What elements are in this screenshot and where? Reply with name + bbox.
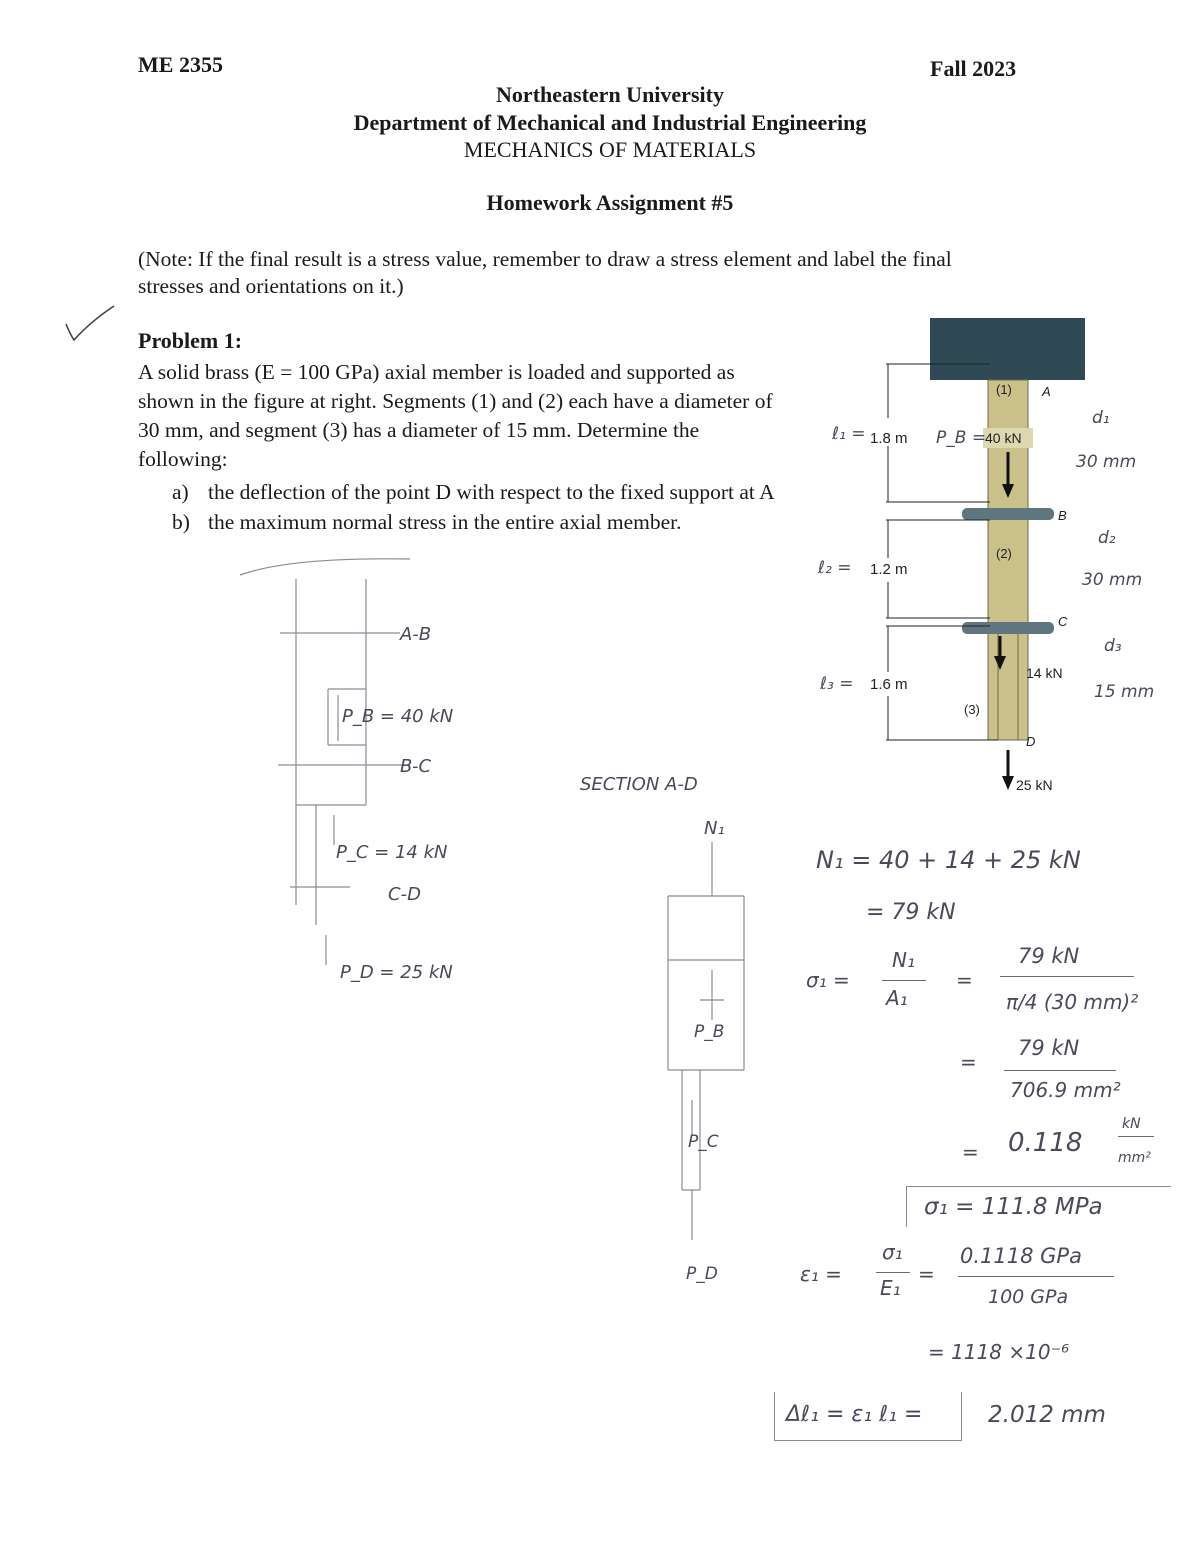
hw-eq-1: = [956, 968, 973, 992]
collar-c [962, 622, 1054, 634]
item-a-label: a) [172, 480, 189, 504]
hw-pb-label: P_B = [936, 428, 987, 448]
load-b-label: 40 kN [985, 430, 1022, 446]
course-code: ME 2355 [138, 52, 223, 77]
hw-d1: d₁ [1092, 408, 1110, 428]
note-line-1: (Note: If the final result is a stress value, remember to draw a stress element and label the final [138, 247, 952, 271]
segment-2-label: (2) [996, 546, 1012, 561]
hw-n1-equation: N₁ = 40 + 14 + 25 kN [816, 846, 1081, 874]
assignment-title: Homework Assignment #5 [486, 190, 734, 215]
problem-line-4: following: [138, 447, 228, 471]
hw-num-2: 79 kN [1018, 1036, 1080, 1060]
load-c-label: 14 kN [1026, 665, 1063, 681]
department-name: Department of Mechanical and Industrial Engineering [353, 110, 867, 135]
axial-member-figure [800, 310, 1200, 810]
load-d-label: 25 kN [1016, 777, 1053, 793]
hw-unit-3-den: mm² [1118, 1150, 1151, 1166]
course-subject: MECHANICS OF MATERIALS [463, 137, 757, 162]
hw-eps-lhs: ε₁ = [800, 1262, 842, 1286]
hw-fbd-pb: P_B [694, 1022, 725, 1042]
hw-sigma-frac-num: N₁ [892, 948, 915, 972]
problem-title: Problem 1: [138, 328, 243, 353]
length-3-label: 1.6 m [870, 676, 908, 693]
hw-value-3: 0.118 [1008, 1128, 1083, 1158]
hw-fbd-pd: P_D [686, 1264, 718, 1284]
segment-1-label: (1) [996, 382, 1012, 397]
hw-segment-sketch [230, 545, 510, 1005]
item-b-label: b) [172, 510, 190, 534]
hw-section-label: SECTION A-D [580, 774, 698, 795]
hw-den-1: π/4 (30 mm)² [1006, 990, 1139, 1014]
hw-delta-value: 2.012 mm [988, 1402, 1106, 1428]
hw-segment-cd: C-D [388, 884, 421, 905]
length-2-label: 1.2 m [870, 561, 908, 578]
note-line-2: stresses and orientations on it.) [138, 274, 404, 298]
hw-d1-value: 30 mm [1076, 452, 1137, 472]
item-a-text: the deflection of the point D with respect to the fixed support at A [208, 480, 775, 504]
segment-3-label: (3) [964, 702, 980, 717]
hw-eq-4: = [918, 1262, 935, 1286]
term: Fall 2023 [930, 56, 1017, 81]
hw-d2-value: 30 mm [1082, 570, 1143, 590]
point-c-label: C [1058, 614, 1068, 629]
hw-sigma-boxed: σ₁ = 111.8 MPa [924, 1194, 1103, 1220]
hw-segment-ab: A-B [400, 624, 432, 645]
hw-delta-lhs: Δℓ₁ = ε₁ ℓ₁ = [786, 1402, 923, 1427]
hw-eps-frac-num: σ₁ [882, 1240, 903, 1264]
hw-fbd-pc: P_C [688, 1132, 719, 1152]
point-a-label: A [1042, 384, 1051, 399]
check-mark-icon [60, 300, 120, 350]
problem-line-3: 30 mm, and segment (3) has a diameter of 15 mm. Determine the [138, 418, 700, 442]
hw-d3: d₃ [1104, 636, 1122, 656]
university-name: Northeastern University [496, 82, 724, 107]
hw-sigma-lhs: σ₁ = [806, 968, 850, 992]
point-d-label: D [1026, 734, 1036, 749]
hw-n1-result: = 79 kN [866, 900, 956, 925]
hw-sigma-frac-den: A₁ [886, 986, 908, 1010]
hw-d3-value: 15 mm [1094, 682, 1155, 702]
hw-eps-num: 0.1118 GPa [960, 1244, 1082, 1268]
fixed-support [930, 318, 1085, 380]
hw-l2: ℓ₂ = [818, 558, 852, 578]
hw-eq-2: = [960, 1050, 977, 1074]
hw-segment-bc: B-C [400, 756, 432, 777]
problem-line-1: A solid brass (E = 100 GPa) axial member is loaded and supported as [138, 360, 735, 384]
hw-eps-result: = 1118 ×10⁻⁶ [928, 1340, 1070, 1364]
hw-n1-arrow-label: N₁ [704, 818, 725, 839]
hw-den-2: 706.9 mm² [1010, 1078, 1121, 1102]
item-b-text: the maximum normal stress in the entire axial member. [208, 510, 682, 534]
hw-pc-value: P_C = 14 kN [336, 842, 448, 863]
hw-d2: d₂ [1098, 528, 1116, 548]
problem-line-2: shown in the figure at right. Segments (1) and (2) each have a diameter of [138, 389, 773, 413]
collar-b [962, 508, 1054, 520]
length-1-label: 1.8 m [870, 430, 908, 447]
hw-pd-value: P_D = 25 kN [340, 962, 453, 983]
hw-eps-den: 100 GPa [988, 1286, 1069, 1308]
hw-num-1: 79 kN [1018, 944, 1080, 968]
hw-unit-3-num: kN [1122, 1116, 1141, 1132]
hw-eq-3: = [962, 1140, 979, 1164]
hw-l3: ℓ₃ = [820, 674, 854, 694]
hw-pb-value: P_B = 40 kN [342, 706, 454, 727]
hw-l1: ℓ₁ = [832, 424, 866, 444]
hw-free-body-diagram [640, 820, 780, 1280]
hw-eps-frac-den: E₁ [880, 1276, 901, 1300]
point-b-label: B [1058, 508, 1067, 523]
